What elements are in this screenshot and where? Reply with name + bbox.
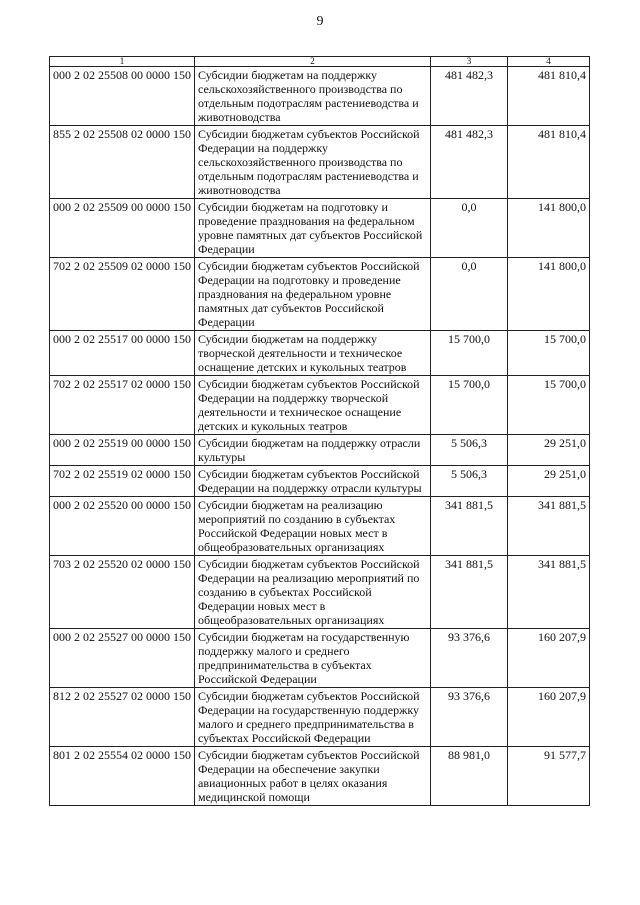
row-name-cell: Субсидии бюджетам субъектов Российской Федерации на поддержку творческой деятельности и техническое оснащение детских и кукольных театров [195, 376, 431, 435]
row-code-cell: 801 2 02 25554 02 0000 150 [50, 747, 195, 806]
page-number: 9 [316, 14, 324, 29]
row-code-cell: 000 2 02 25517 00 0000 150 [50, 331, 195, 376]
row-code-cell: 000 2 02 25520 00 0000 150 [50, 497, 195, 556]
table-row [50, 497, 590, 556]
table-row [50, 556, 590, 629]
row-value-4-cell: 341 881,5 [508, 556, 590, 629]
table-row [50, 126, 590, 199]
budget-table [49, 56, 590, 806]
row-value-3-cell: 0,0 [431, 199, 508, 258]
row-value-3-cell: 481 482,3 [431, 126, 508, 199]
row-value-4-cell: 160 207,9 [508, 629, 590, 688]
row-value-4-cell: 29 251,0 [508, 435, 590, 466]
row-code-cell: 812 2 02 25527 02 0000 150 [50, 688, 195, 747]
row-value-4-cell: 15 700,0 [508, 331, 590, 376]
row-value-4-cell: 481 810,4 [508, 126, 590, 199]
row-value-3-cell: 5 506,3 [431, 435, 508, 466]
row-value-3-cell: 481 482,3 [431, 67, 508, 126]
row-value-3-cell: 5 506,3 [431, 466, 508, 497]
row-value-3-cell: 0,0 [431, 258, 508, 331]
row-value-3-cell: 15 700,0 [431, 331, 508, 376]
table-row [50, 199, 590, 258]
column-header-2: 2 [195, 57, 431, 67]
row-name-cell: Субсидии бюджетам на поддержку сельскохозяйственного производства по отдельным подотраслям растениеводства и животноводства [195, 67, 431, 126]
row-value-4-cell: 15 700,0 [508, 376, 590, 435]
row-name-cell: Субсидии бюджетам на государственную поддержку малого и среднего предпринимательства в субъектах Российской Федерации [195, 629, 431, 688]
row-name-cell: Субсидии бюджетам на поддержку творческой деятельности и техническое оснащение детских и кукольных театров [195, 331, 431, 376]
row-name-cell: Субсидии бюджетам на подготовку и проведение празднования на федеральном уровне памятных дат субъектов Российской Федерации [195, 199, 431, 258]
table-row [50, 747, 590, 806]
row-value-4-cell: 341 881,5 [508, 497, 590, 556]
table-row [50, 258, 590, 331]
row-name-cell: Субсидии бюджетам на поддержку отрасли культуры [195, 435, 431, 466]
row-code-cell: 702 2 02 25517 02 0000 150 [50, 376, 195, 435]
row-code-cell: 000 2 02 25519 00 0000 150 [50, 435, 195, 466]
row-name-cell: Субсидии бюджетам на реализацию мероприятий по созданию в субъектах Российской Федерации новых мест в общеобразовательных организациях [195, 497, 431, 556]
row-value-4-cell: 91 577,7 [508, 747, 590, 806]
table-header-row [50, 57, 590, 67]
row-name-cell: Субсидии бюджетам субъектов Российской Федерации на государственную поддержку малого и среднего предпринимательства в субъектах Российской Федерации [195, 688, 431, 747]
row-name-cell: Субсидии бюджетам субъектов Российской Федерации на поддержку сельскохозяйственного производства по отдельным подотраслям растениеводства и животноводства [195, 126, 431, 199]
column-header-3: 3 [431, 57, 508, 67]
row-code-cell: 703 2 02 25520 02 0000 150 [50, 556, 195, 629]
row-code-cell: 702 2 02 25509 02 0000 150 [50, 258, 195, 331]
row-value-3-cell: 93 376,6 [431, 688, 508, 747]
row-code-cell: 000 2 02 25527 00 0000 150 [50, 629, 195, 688]
row-value-4-cell: 141 800,0 [508, 258, 590, 331]
table-row [50, 688, 590, 747]
row-name-cell: Субсидии бюджетам субъектов Российской Федерации на обеспечение закупки авиационных работ в целях оказания медицинской помощи [195, 747, 431, 806]
row-value-3-cell: 341 881,5 [431, 556, 508, 629]
row-code-cell: 000 2 02 25508 00 0000 150 [50, 67, 195, 126]
table-row [50, 435, 590, 466]
row-name-cell: Субсидии бюджетам субъектов Российской Федерации на подготовку и проведение празднования на федеральном уровне памятных дат субъектов Российской Федерации [195, 258, 431, 331]
table-row [50, 376, 590, 435]
table-row [50, 629, 590, 688]
row-value-4-cell: 141 800,0 [508, 199, 590, 258]
row-value-4-cell: 160 207,9 [508, 688, 590, 747]
row-value-3-cell: 341 881,5 [431, 497, 508, 556]
row-name-cell: Субсидии бюджетам субъектов Российской Федерации на реализацию мероприятий по созданию в субъектах Российской Федерации новых мест в общеобразовательных организациях [195, 556, 431, 629]
column-header-4: 4 [508, 57, 590, 67]
row-value-3-cell: 15 700,0 [431, 376, 508, 435]
table-body [50, 67, 590, 806]
row-value-3-cell: 93 376,6 [431, 629, 508, 688]
row-code-cell: 000 2 02 25509 00 0000 150 [50, 199, 195, 258]
row-code-cell: 702 2 02 25519 02 0000 150 [50, 466, 195, 497]
table-row [50, 67, 590, 126]
row-value-4-cell: 481 810,4 [508, 67, 590, 126]
row-code-cell: 855 2 02 25508 02 0000 150 [50, 126, 195, 199]
row-value-3-cell: 88 981,0 [431, 747, 508, 806]
column-header-1: 1 [50, 57, 195, 67]
table-row [50, 466, 590, 497]
table-row [50, 331, 590, 376]
row-value-4-cell: 29 251,0 [508, 466, 590, 497]
row-name-cell: Субсидии бюджетам субъектов Российской Федерации на поддержку отрасли культуры [195, 466, 431, 497]
